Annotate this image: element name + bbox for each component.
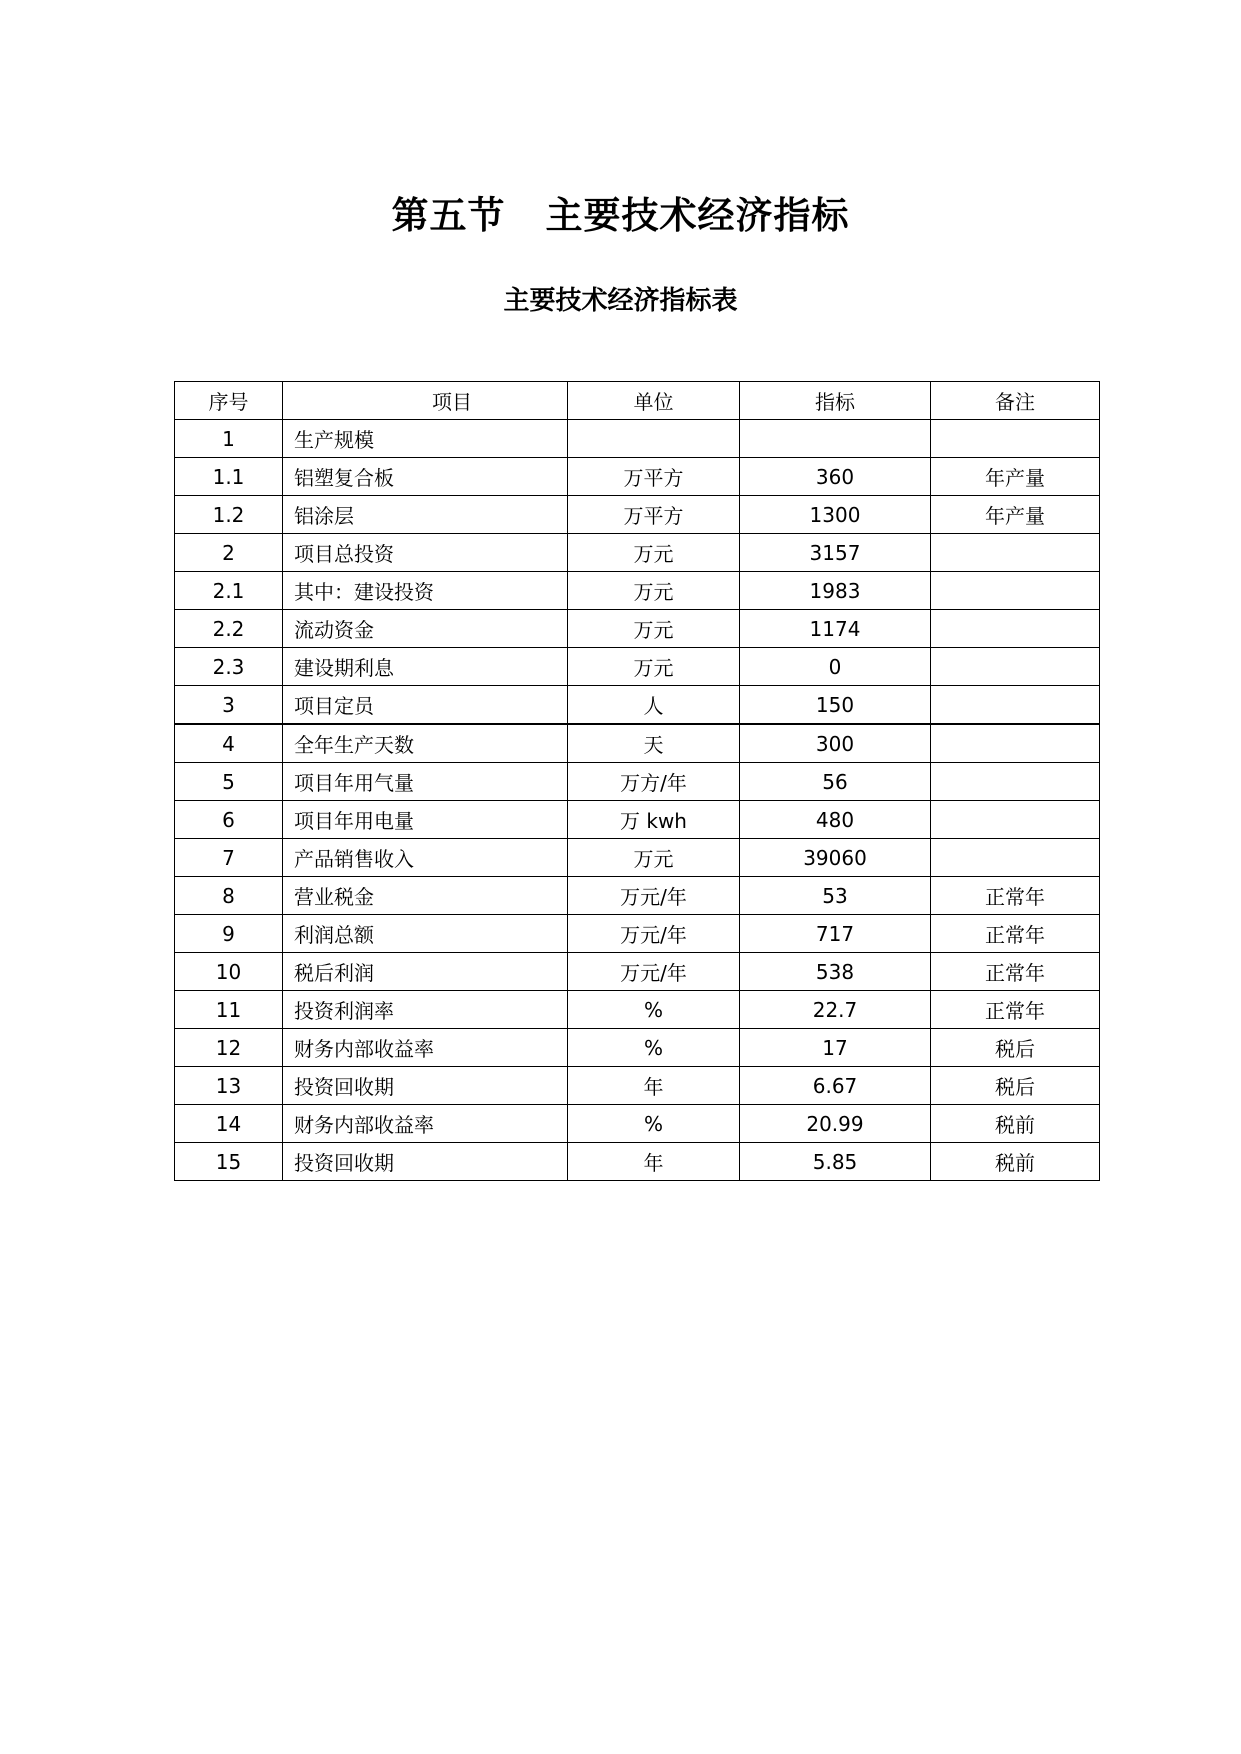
cell-num: 1 xyxy=(175,420,283,458)
table-row xyxy=(175,458,1100,496)
cell-value: 20.99 xyxy=(740,1105,931,1143)
table-body xyxy=(175,420,1100,1181)
cell-value: 717 xyxy=(740,915,931,953)
cell-num: 2 xyxy=(175,534,283,572)
cell-note xyxy=(931,686,1100,725)
cell-value: 6.67 xyxy=(740,1067,931,1105)
cell-note: 正常年 xyxy=(931,877,1100,915)
table-header-row xyxy=(175,382,1100,420)
cell-num: 13 xyxy=(175,1067,283,1105)
cell-item: 投资利润率 xyxy=(283,991,568,1029)
cell-item: 流动资金 xyxy=(283,610,568,648)
cell-unit: 万元 xyxy=(568,648,740,686)
header-unit: 单位 xyxy=(568,382,740,420)
cell-value: 3157 xyxy=(740,534,931,572)
header-num: 序号 xyxy=(175,382,283,420)
cell-item: 铝涂层 xyxy=(283,496,568,534)
cell-item: 利润总额 xyxy=(283,915,568,953)
cell-item: 项目定员 xyxy=(283,686,568,725)
cell-num: 6 xyxy=(175,801,283,839)
cell-note xyxy=(931,648,1100,686)
cell-note xyxy=(931,572,1100,610)
table-row xyxy=(175,686,1100,725)
cell-item: 其中：建设投资 xyxy=(283,572,568,610)
cell-value: 360 xyxy=(740,458,931,496)
cell-note xyxy=(931,420,1100,458)
cell-value: 1300 xyxy=(740,496,931,534)
section-number: 第五节 xyxy=(391,194,506,237)
header-note: 备注 xyxy=(931,382,1100,420)
cell-item: 投资回收期 xyxy=(283,1143,568,1181)
table-row xyxy=(175,991,1100,1029)
cell-num: 1.2 xyxy=(175,496,283,534)
table-row xyxy=(175,534,1100,572)
cell-note xyxy=(931,724,1100,763)
cell-value: 22.7 xyxy=(740,991,931,1029)
cell-item: 全年生产天数 xyxy=(283,724,568,763)
cell-unit: 万元 xyxy=(568,839,740,877)
cell-num: 9 xyxy=(175,915,283,953)
cell-num: 8 xyxy=(175,877,283,915)
cell-num: 3 xyxy=(175,686,283,725)
cell-num: 4 xyxy=(175,724,283,763)
cell-num: 5 xyxy=(175,763,283,801)
table-row xyxy=(175,610,1100,648)
cell-note: 税前 xyxy=(931,1143,1100,1181)
table-row xyxy=(175,724,1100,763)
cell-unit: 万元 xyxy=(568,610,740,648)
cell-unit: 万元/年 xyxy=(568,877,740,915)
cell-value: 1983 xyxy=(740,572,931,610)
cell-unit: 万方/年 xyxy=(568,763,740,801)
cell-value: 300 xyxy=(740,724,931,763)
cell-note xyxy=(931,610,1100,648)
cell-num: 1.1 xyxy=(175,458,283,496)
table-row xyxy=(175,420,1100,458)
cell-num: 12 xyxy=(175,1029,283,1067)
cell-num: 2.3 xyxy=(175,648,283,686)
cell-unit xyxy=(568,420,740,458)
cell-unit: 天 xyxy=(568,724,740,763)
cell-unit: 年 xyxy=(568,1067,740,1105)
cell-item: 财务内部收益率 xyxy=(283,1105,568,1143)
table-row xyxy=(175,915,1100,953)
cell-note xyxy=(931,801,1100,839)
table-row xyxy=(175,1067,1100,1105)
cell-unit: 万平方 xyxy=(568,496,740,534)
cell-item: 营业税金 xyxy=(283,877,568,915)
cell-note: 年产量 xyxy=(931,458,1100,496)
cell-note: 年产量 xyxy=(931,496,1100,534)
table-row xyxy=(175,648,1100,686)
cell-note: 税前 xyxy=(931,1105,1100,1143)
table-row xyxy=(175,1105,1100,1143)
table-row xyxy=(175,763,1100,801)
cell-note: 正常年 xyxy=(931,953,1100,991)
table-row xyxy=(175,1143,1100,1181)
indicators-table xyxy=(174,381,1100,1181)
cell-note: 税后 xyxy=(931,1067,1100,1105)
cell-num: 11 xyxy=(175,991,283,1029)
table-row xyxy=(175,496,1100,534)
table-row xyxy=(175,953,1100,991)
cell-item: 建设期利息 xyxy=(283,648,568,686)
cell-unit: 万元 xyxy=(568,534,740,572)
cell-value: 538 xyxy=(740,953,931,991)
cell-note xyxy=(931,534,1100,572)
table-row xyxy=(175,877,1100,915)
cell-item: 项目年用电量 xyxy=(283,801,568,839)
cell-num: 15 xyxy=(175,1143,283,1181)
cell-unit: % xyxy=(568,1105,740,1143)
cell-value: 150 xyxy=(740,686,931,725)
cell-note: 税后 xyxy=(931,1029,1100,1067)
cell-item: 生产规模 xyxy=(283,420,568,458)
cell-unit: 万 kwh xyxy=(568,801,740,839)
cell-unit: 万平方 xyxy=(568,458,740,496)
cell-item: 投资回收期 xyxy=(283,1067,568,1105)
table-row xyxy=(175,572,1100,610)
cell-value: 53 xyxy=(740,877,931,915)
cell-item: 项目年用气量 xyxy=(283,763,568,801)
cell-note xyxy=(931,839,1100,877)
table-row xyxy=(175,801,1100,839)
cell-value: 480 xyxy=(740,801,931,839)
cell-unit: 人 xyxy=(568,686,740,725)
cell-unit: % xyxy=(568,1029,740,1067)
cell-value: 39060 xyxy=(740,839,931,877)
cell-unit: 万元/年 xyxy=(568,953,740,991)
table-title: 主要技术经济指标表 xyxy=(503,286,738,316)
cell-note: 正常年 xyxy=(931,991,1100,1029)
cell-item: 产品销售收入 xyxy=(283,839,568,877)
cell-item: 税后利润 xyxy=(283,953,568,991)
header-value: 指标 xyxy=(740,382,931,420)
section-name: 主要技术经济指标 xyxy=(545,194,850,237)
cell-num: 10 xyxy=(175,953,283,991)
cell-unit: 年 xyxy=(568,1143,740,1181)
cell-unit: 万元 xyxy=(568,572,740,610)
cell-num: 14 xyxy=(175,1105,283,1143)
cell-value: 0 xyxy=(740,648,931,686)
section-title xyxy=(0,188,1241,244)
cell-item: 铝塑复合板 xyxy=(283,458,568,496)
cell-value: 1174 xyxy=(740,610,931,648)
table-row xyxy=(175,1029,1100,1067)
cell-note xyxy=(931,763,1100,801)
cell-note: 正常年 xyxy=(931,915,1100,953)
cell-num: 2.1 xyxy=(175,572,283,610)
cell-item: 项目总投资 xyxy=(283,534,568,572)
cell-value: 56 xyxy=(740,763,931,801)
cell-value xyxy=(740,420,931,458)
cell-num: 2.2 xyxy=(175,610,283,648)
cell-unit: % xyxy=(568,991,740,1029)
cell-value: 5.85 xyxy=(740,1143,931,1181)
cell-num: 7 xyxy=(175,839,283,877)
cell-value: 17 xyxy=(740,1029,931,1067)
table-row xyxy=(175,839,1100,877)
header-item: 项目 xyxy=(283,382,568,420)
cell-item: 财务内部收益率 xyxy=(283,1029,568,1067)
cell-unit: 万元/年 xyxy=(568,915,740,953)
